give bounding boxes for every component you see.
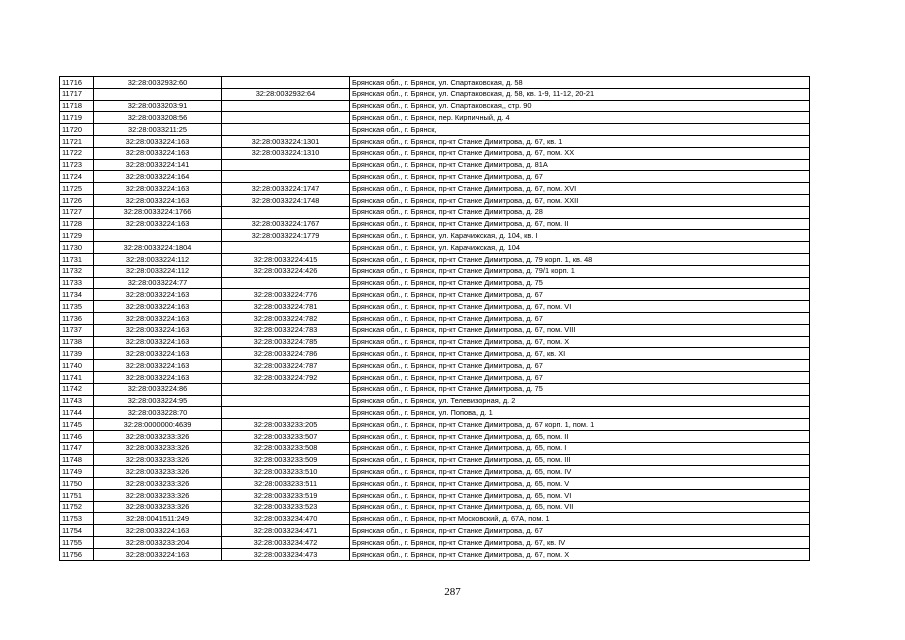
address-cell: Брянская обл., г. Брянск, пр-кт Станке Димитрова, д. 67, пом. VIII bbox=[350, 324, 810, 336]
cadastral-number-cell: 32:28:0033224:1804 bbox=[94, 242, 222, 254]
address-cell: Брянская обл., г. Брянск, пр-кт Станке Димитрова, д. 65, пом. IV bbox=[350, 466, 810, 478]
row-number-cell: 11750 bbox=[60, 478, 94, 490]
object-number-cell bbox=[222, 112, 350, 124]
object-number-cell bbox=[222, 395, 350, 407]
table-row bbox=[60, 407, 810, 419]
table-row bbox=[60, 430, 810, 442]
object-number-cell: 32:28:0033224:786 bbox=[222, 348, 350, 360]
object-number-cell: 32:28:0033224:785 bbox=[222, 336, 350, 348]
row-number-cell: 11740 bbox=[60, 360, 94, 372]
row-number-cell: 11717 bbox=[60, 88, 94, 100]
object-number-cell: 32:28:0033233:510 bbox=[222, 466, 350, 478]
cadastral-number-cell: 32:28:0033233:326 bbox=[94, 454, 222, 466]
table-row bbox=[60, 371, 810, 383]
cadastral-number-cell: 32:28:0033224:1766 bbox=[94, 206, 222, 218]
table-row bbox=[60, 489, 810, 501]
cadastral-number-cell: 32:28:0033224:163 bbox=[94, 336, 222, 348]
table-row bbox=[60, 312, 810, 324]
object-number-cell: 32:28:0033233:519 bbox=[222, 489, 350, 501]
address-cell: Брянская обл., г. Брянск, пр-кт Станке Димитрова, д. 81А bbox=[350, 159, 810, 171]
table-row bbox=[60, 159, 810, 171]
table-row bbox=[60, 454, 810, 466]
address-cell: Брянская обл., г. Брянск, пр-кт Станке Димитрова, д. 65, пом. VI bbox=[350, 489, 810, 501]
cadastral-number-cell: 32:28:0033224:141 bbox=[94, 159, 222, 171]
object-number-cell bbox=[222, 171, 350, 183]
object-number-cell: 32:28:0033224:792 bbox=[222, 371, 350, 383]
object-number-cell: 32:28:0033233:523 bbox=[222, 501, 350, 513]
row-number-cell: 11725 bbox=[60, 183, 94, 195]
address-cell: Брянская обл., г. Брянск, пр-кт Станке Димитрова, д. 65, пом. III bbox=[350, 454, 810, 466]
row-number-cell: 11743 bbox=[60, 395, 94, 407]
table-row bbox=[60, 501, 810, 513]
row-number-cell: 11747 bbox=[60, 442, 94, 454]
cadastral-number-cell: 32:28:0033233:326 bbox=[94, 442, 222, 454]
address-cell: Брянская обл., г. Брянск, пр-кт Станке Димитрова, д. 67, кв. IV bbox=[350, 537, 810, 549]
table-row bbox=[60, 289, 810, 301]
address-cell: Брянская обл., г. Брянск, пр-кт Станке Димитрова, д. 67, пом. II bbox=[350, 218, 810, 230]
object-number-cell bbox=[222, 100, 350, 112]
table-row bbox=[60, 324, 810, 336]
table-row bbox=[60, 253, 810, 265]
row-number-cell: 11751 bbox=[60, 489, 94, 501]
row-number-cell: 11735 bbox=[60, 301, 94, 313]
table-row bbox=[60, 442, 810, 454]
object-number-cell bbox=[222, 77, 350, 89]
address-cell: Брянская обл., г. Брянск, пр-кт Станке Димитрова, д. 79 корп. 1, кв. 48 bbox=[350, 253, 810, 265]
cadastral-number-cell: 32:28:0033224:163 bbox=[94, 218, 222, 230]
object-number-cell bbox=[222, 383, 350, 395]
row-number-cell: 11737 bbox=[60, 324, 94, 336]
row-number-cell: 11727 bbox=[60, 206, 94, 218]
cadastral-number-cell: 32:28:0033233:326 bbox=[94, 466, 222, 478]
cadastral-number-cell: 32:28:0033224:163 bbox=[94, 360, 222, 372]
table-row bbox=[60, 242, 810, 254]
object-number-cell: 32:28:0033224:787 bbox=[222, 360, 350, 372]
object-number-cell: 32:28:0033233:205 bbox=[222, 419, 350, 431]
address-cell: Брянская обл., г. Брянск, ул. Спартаковская, д. 58, кв. 1-9, 11-12, 20-21 bbox=[350, 88, 810, 100]
cadastral-number-cell: 32:28:0033224:163 bbox=[94, 301, 222, 313]
object-number-cell: 32:28:0033224:781 bbox=[222, 301, 350, 313]
object-number-cell: 32:28:0033234:473 bbox=[222, 548, 350, 560]
row-number-cell: 11733 bbox=[60, 277, 94, 289]
address-cell: Брянская обл., г. Брянск, пр-кт Станке Димитрова, д. 67, пом. XX bbox=[350, 147, 810, 159]
address-cell: Брянская обл., г. Брянск, пр-кт Станке Димитрова, д. 67, кв. XI bbox=[350, 348, 810, 360]
cadastral-number-cell: 32:28:0033203:91 bbox=[94, 100, 222, 112]
address-cell: Брянская обл., г. Брянск, bbox=[350, 124, 810, 136]
table-row bbox=[60, 513, 810, 525]
address-cell: Брянская обл., г. Брянск, пр-кт Станке Димитрова, д. 67 bbox=[350, 289, 810, 301]
row-number-cell: 11746 bbox=[60, 430, 94, 442]
object-number-cell: 32:28:0033233:511 bbox=[222, 478, 350, 490]
address-cell: Брянская обл., г. Брянск, пр-кт Станке Димитрова, д. 67 bbox=[350, 371, 810, 383]
table-row bbox=[60, 218, 810, 230]
address-cell: Брянская обл., г. Брянск, пр-кт Станке Димитрова, д. 65, пом. V bbox=[350, 478, 810, 490]
row-number-cell: 11753 bbox=[60, 513, 94, 525]
row-number-cell: 11738 bbox=[60, 336, 94, 348]
table-row bbox=[60, 183, 810, 195]
cadastral-table bbox=[59, 76, 810, 561]
cadastral-number-cell: 32:28:0033224:163 bbox=[94, 348, 222, 360]
row-number-cell: 11716 bbox=[60, 77, 94, 89]
table-row bbox=[60, 112, 810, 124]
object-number-cell: 32:28:0033224:782 bbox=[222, 312, 350, 324]
object-number-cell: 32:28:0033224:426 bbox=[222, 265, 350, 277]
row-number-cell: 11721 bbox=[60, 135, 94, 147]
address-cell: Брянская обл., г. Брянск, пр-кт Станке Димитрова, д. 65, пом. II bbox=[350, 430, 810, 442]
address-cell: Брянская обл., г. Брянск, пр-кт Станке Димитрова, д. 67, кв. 1 bbox=[350, 135, 810, 147]
row-number-cell: 11755 bbox=[60, 537, 94, 549]
cadastral-number-cell: 32:28:0033224:112 bbox=[94, 253, 222, 265]
address-cell: Брянская обл., г. Брянск, ул. Попова, д. 1 bbox=[350, 407, 810, 419]
row-number-cell: 11741 bbox=[60, 371, 94, 383]
address-cell: Брянская обл., г. Брянск, пр-кт Станке Димитрова, д. 79/1 корп. 1 bbox=[350, 265, 810, 277]
cadastral-number-cell: 32:28:0033224:163 bbox=[94, 135, 222, 147]
row-number-cell: 11731 bbox=[60, 253, 94, 265]
address-cell: Брянская обл., г. Брянск, пр-кт Станке Димитрова, д. 67 bbox=[350, 525, 810, 537]
row-number-cell: 11728 bbox=[60, 218, 94, 230]
row-number-cell: 11734 bbox=[60, 289, 94, 301]
table-row bbox=[60, 147, 810, 159]
cadastral-number-cell: 32:28:0033224:163 bbox=[94, 147, 222, 159]
cadastral-number-cell: 32:28:0033224:163 bbox=[94, 371, 222, 383]
table-row bbox=[60, 277, 810, 289]
object-number-cell: 32:28:0033224:1767 bbox=[222, 218, 350, 230]
object-number-cell bbox=[222, 242, 350, 254]
object-number-cell: 32:28:0033224:1301 bbox=[222, 135, 350, 147]
object-number-cell: 32:28:0033224:415 bbox=[222, 253, 350, 265]
table-row bbox=[60, 88, 810, 100]
cadastral-number-cell: 32:28:0033224:163 bbox=[94, 183, 222, 195]
object-number-cell bbox=[222, 277, 350, 289]
cadastral-number-cell bbox=[94, 88, 222, 100]
table-row bbox=[60, 77, 810, 89]
row-number-cell: 11739 bbox=[60, 348, 94, 360]
table-row bbox=[60, 265, 810, 277]
object-number-cell: 32:28:0032932:64 bbox=[222, 88, 350, 100]
table-row bbox=[60, 100, 810, 112]
row-number-cell: 11754 bbox=[60, 525, 94, 537]
cadastral-number-cell: 32:28:0000000:4639 bbox=[94, 419, 222, 431]
object-number-cell: 32:28:0033224:783 bbox=[222, 324, 350, 336]
cadastral-number-cell: 32:28:0033224:95 bbox=[94, 395, 222, 407]
table-row bbox=[60, 124, 810, 136]
object-number-cell: 32:28:0033233:509 bbox=[222, 454, 350, 466]
object-number-cell: 32:28:0033224:1310 bbox=[222, 147, 350, 159]
row-number-cell: 11748 bbox=[60, 454, 94, 466]
object-number-cell: 32:28:0033234:471 bbox=[222, 525, 350, 537]
row-number-cell: 11744 bbox=[60, 407, 94, 419]
address-cell: Брянская обл., г. Брянск, ул. Спартаковская,, стр. 90 bbox=[350, 100, 810, 112]
row-number-cell: 11756 bbox=[60, 548, 94, 560]
address-cell: Брянская обл., г. Брянск, пр-кт Станке Димитрова, д. 65, пом. I bbox=[350, 442, 810, 454]
row-number-cell: 11722 bbox=[60, 147, 94, 159]
cadastral-number-cell: 32:28:0033224:163 bbox=[94, 289, 222, 301]
table-row bbox=[60, 301, 810, 313]
address-cell: Брянская обл., г. Брянск, пр-кт Станке Димитрова, д. 67 bbox=[350, 171, 810, 183]
table-row bbox=[60, 419, 810, 431]
address-cell: Брянская обл., г. Брянск, пр-кт Станке Димитрова, д. 67, пом. VI bbox=[350, 301, 810, 313]
cadastral-number-cell: 32:28:0033224:77 bbox=[94, 277, 222, 289]
table-row bbox=[60, 206, 810, 218]
address-cell: Брянская обл., г. Брянск, пр-кт Станке Димитрова, д. 67 bbox=[350, 312, 810, 324]
cadastral-number-cell: 32:28:0033224:86 bbox=[94, 383, 222, 395]
address-cell: Брянская обл., г. Брянск, ул. Карачижская, д. 104, кв. I bbox=[350, 230, 810, 242]
cadastral-number-cell: 32:28:0033233:326 bbox=[94, 489, 222, 501]
table-row bbox=[60, 395, 810, 407]
row-number-cell: 11742 bbox=[60, 383, 94, 395]
cadastral-number-cell: 32:28:0041511:249 bbox=[94, 513, 222, 525]
address-cell: Брянская обл., г. Брянск, пр-кт Станке Димитрова, д. 67, пом. XXII bbox=[350, 194, 810, 206]
table-row bbox=[60, 383, 810, 395]
row-number-cell: 11719 bbox=[60, 112, 94, 124]
table-row bbox=[60, 548, 810, 560]
address-cell: Брянская обл., г. Брянск, пр-кт Станке Димитрова, д. 67 bbox=[350, 360, 810, 372]
object-number-cell: 32:28:0033234:470 bbox=[222, 513, 350, 525]
address-cell: Брянская обл., г. Брянск, пр-кт Станке Димитрова, д. 67, пом. X bbox=[350, 336, 810, 348]
table-row bbox=[60, 478, 810, 490]
page-number: 287 bbox=[444, 586, 461, 598]
row-number-cell: 11752 bbox=[60, 501, 94, 513]
table-row bbox=[60, 135, 810, 147]
object-number-cell: 32:28:0033233:507 bbox=[222, 430, 350, 442]
cadastral-number-cell: 32:28:0033211:25 bbox=[94, 124, 222, 136]
address-cell: Брянская обл., г. Брянск, ул. Телевизорная, д. 2 bbox=[350, 395, 810, 407]
cadastral-number-cell: 32:28:0032932:60 bbox=[94, 77, 222, 89]
row-number-cell: 11720 bbox=[60, 124, 94, 136]
object-number-cell: 32:28:0033224:1747 bbox=[222, 183, 350, 195]
cadastral-number-cell: 32:28:0033224:163 bbox=[94, 324, 222, 336]
cadastral-number-cell: 32:28:0033224:163 bbox=[94, 525, 222, 537]
object-number-cell bbox=[222, 206, 350, 218]
table-body bbox=[60, 77, 810, 561]
row-number-cell: 11745 bbox=[60, 419, 94, 431]
cadastral-number-cell bbox=[94, 230, 222, 242]
address-cell: Брянская обл., г. Брянск, пр-кт Станке Димитрова, д. 67, пом. X bbox=[350, 548, 810, 560]
table-row bbox=[60, 348, 810, 360]
row-number-cell: 11749 bbox=[60, 466, 94, 478]
row-number-cell: 11724 bbox=[60, 171, 94, 183]
address-cell: Брянская обл., г. Брянск, пр-кт Московский, д. 67А, пом. 1 bbox=[350, 513, 810, 525]
cadastral-number-cell: 32:28:0033224:112 bbox=[94, 265, 222, 277]
table-row bbox=[60, 230, 810, 242]
row-number-cell: 11732 bbox=[60, 265, 94, 277]
cadastral-number-cell: 32:28:0033224:164 bbox=[94, 171, 222, 183]
table-row bbox=[60, 537, 810, 549]
table-row bbox=[60, 336, 810, 348]
table-row bbox=[60, 525, 810, 537]
address-cell: Брянская обл., г. Брянск, пер. Кирпичный, д. 4 bbox=[350, 112, 810, 124]
cadastral-number-cell: 32:28:0033228:70 bbox=[94, 407, 222, 419]
table-row bbox=[60, 171, 810, 183]
object-number-cell: 32:28:0033224:776 bbox=[222, 289, 350, 301]
object-number-cell: 32:28:0033224:1748 bbox=[222, 194, 350, 206]
row-number-cell: 11736 bbox=[60, 312, 94, 324]
address-cell: Брянская обл., г. Брянск, ул. Карачижская, д. 104 bbox=[350, 242, 810, 254]
row-number-cell: 11718 bbox=[60, 100, 94, 112]
table-row bbox=[60, 194, 810, 206]
address-cell: Брянская обл., г. Брянск, пр-кт Станке Димитрова, д. 65, пом. VII bbox=[350, 501, 810, 513]
cadastral-number-cell: 32:28:0033233:204 bbox=[94, 537, 222, 549]
object-number-cell bbox=[222, 124, 350, 136]
row-number-cell: 11729 bbox=[60, 230, 94, 242]
table-row bbox=[60, 360, 810, 372]
row-number-cell: 11726 bbox=[60, 194, 94, 206]
object-number-cell bbox=[222, 407, 350, 419]
address-cell: Брянская обл., г. Брянск, пр-кт Станке Димитрова, д. 67 корп. 1, пом. 1 bbox=[350, 419, 810, 431]
cadastral-number-cell: 32:28:0033233:326 bbox=[94, 478, 222, 490]
address-cell: Брянская обл., г. Брянск, пр-кт Станке Димитрова, д. 67, пом. XVI bbox=[350, 183, 810, 195]
address-cell: Брянская обл., г. Брянск, пр-кт Станке Димитрова, д. 28 bbox=[350, 206, 810, 218]
object-number-cell: 32:28:0033224:1779 bbox=[222, 230, 350, 242]
address-cell: Брянская обл., г. Брянск, ул. Спартаковская, д. 58 bbox=[350, 77, 810, 89]
object-number-cell bbox=[222, 159, 350, 171]
address-cell: Брянская обл., г. Брянск, пр-кт Станке Димитрова, д. 75 bbox=[350, 277, 810, 289]
cadastral-number-cell: 32:28:0033233:326 bbox=[94, 430, 222, 442]
cadastral-number-cell: 32:28:0033233:326 bbox=[94, 501, 222, 513]
object-number-cell: 32:28:0033233:508 bbox=[222, 442, 350, 454]
row-number-cell: 11723 bbox=[60, 159, 94, 171]
row-number-cell: 11730 bbox=[60, 242, 94, 254]
object-number-cell: 32:28:0033234:472 bbox=[222, 537, 350, 549]
cadastral-number-cell: 32:28:0033224:163 bbox=[94, 312, 222, 324]
cadastral-number-cell: 32:28:0033224:163 bbox=[94, 194, 222, 206]
cadastral-number-cell: 32:28:0033208:56 bbox=[94, 112, 222, 124]
table-row bbox=[60, 466, 810, 478]
address-cell: Брянская обл., г. Брянск, пр-кт Станке Димитрова, д. 75 bbox=[350, 383, 810, 395]
cadastral-number-cell: 32:28:0033224:163 bbox=[94, 548, 222, 560]
